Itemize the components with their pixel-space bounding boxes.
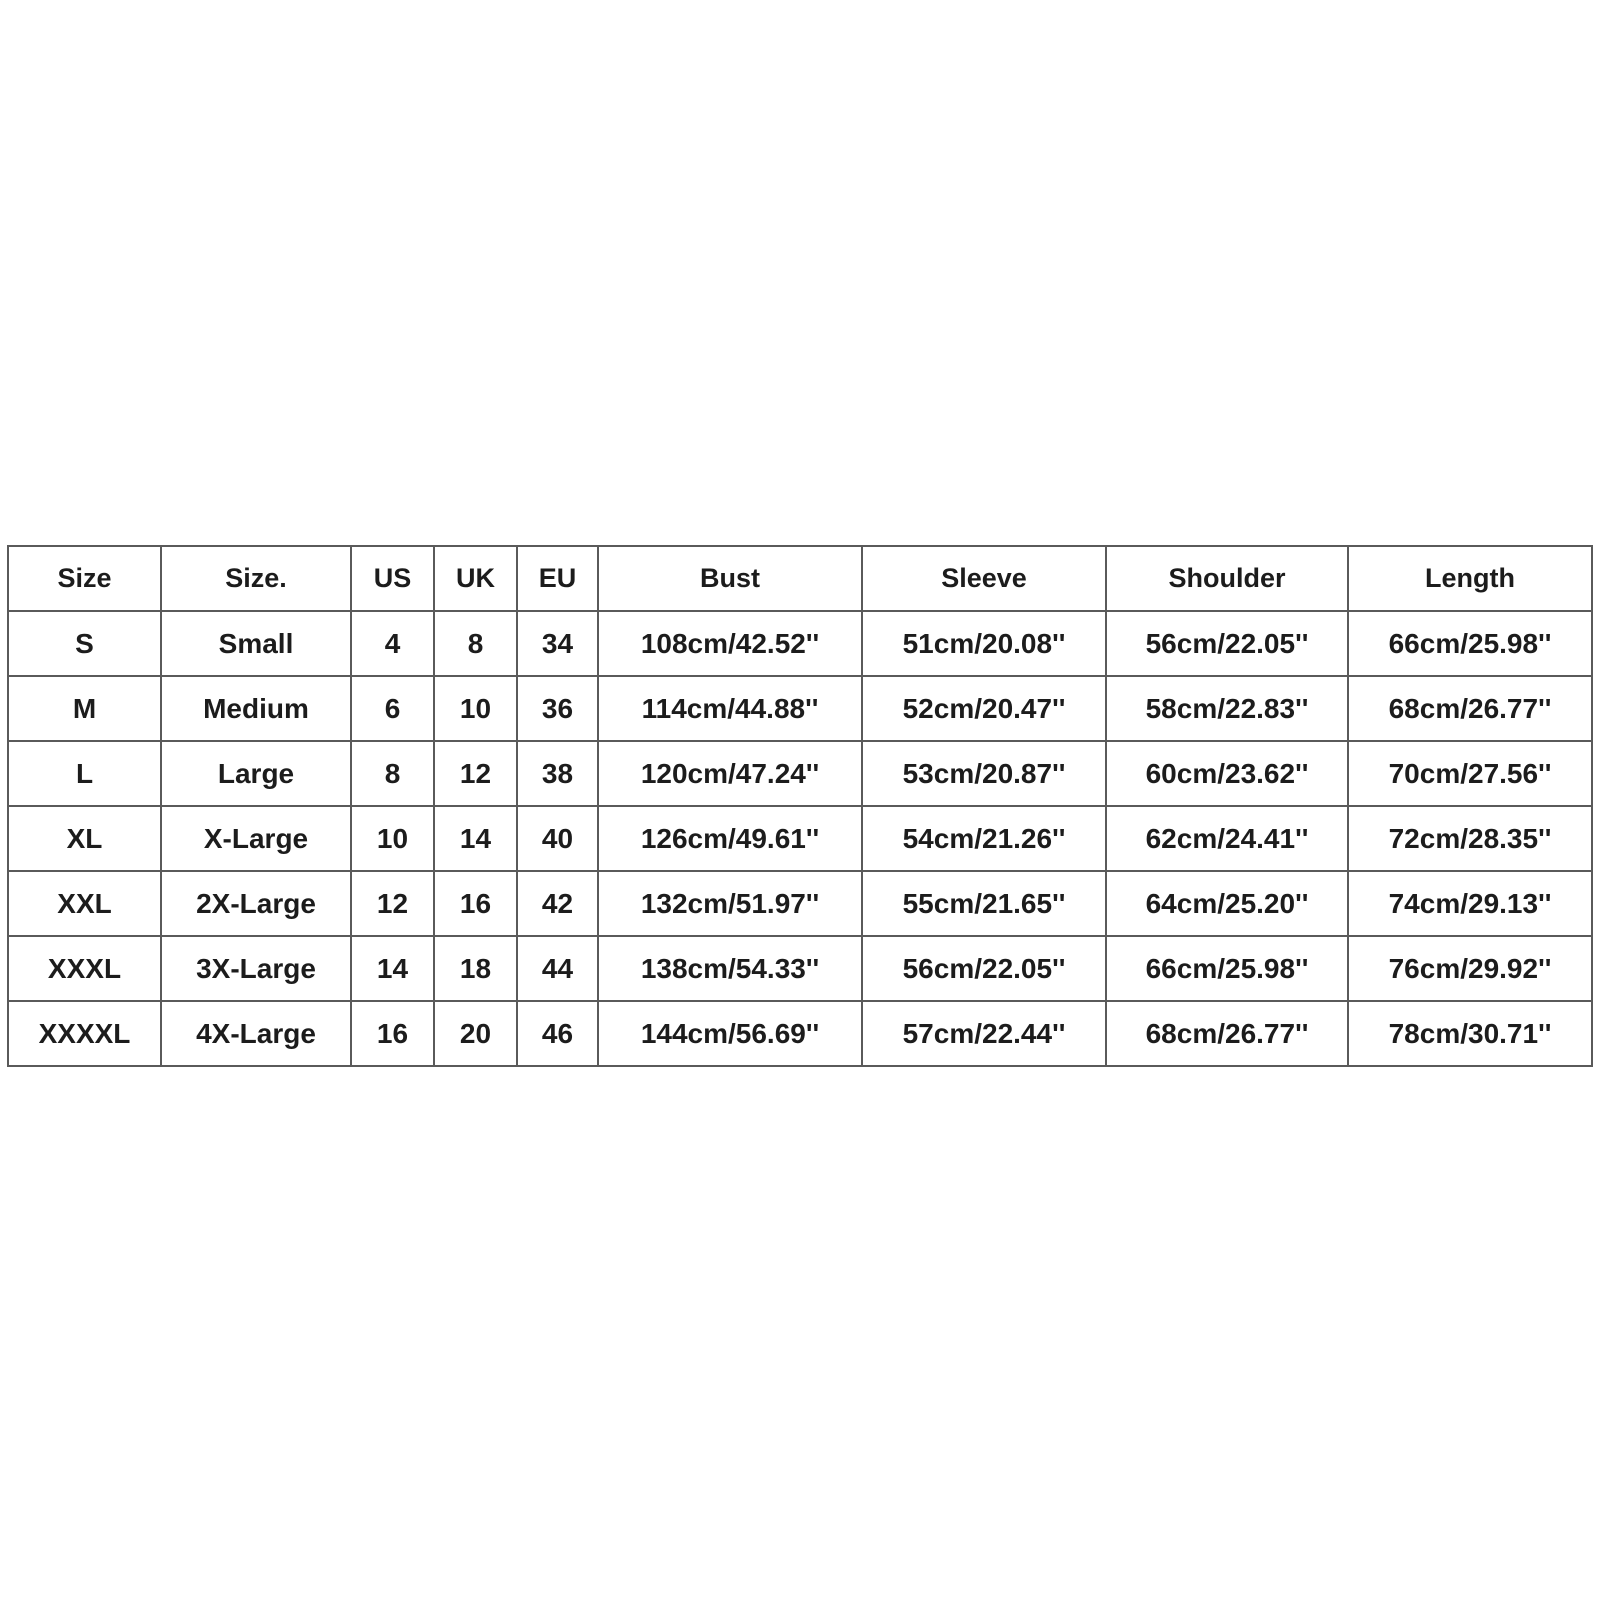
table-row [8, 806, 1592, 871]
cell-shoulder: 60cm/23.62'' [1106, 741, 1348, 806]
cell-uk: 14 [434, 806, 517, 871]
cell-size-name: Medium [161, 676, 351, 741]
header-eu: EU [517, 546, 598, 611]
cell-bust: 120cm/47.24'' [598, 741, 862, 806]
header-us: US [351, 546, 434, 611]
cell-us: 10 [351, 806, 434, 871]
cell-uk: 8 [434, 611, 517, 676]
cell-size: XXXL [8, 936, 161, 1001]
cell-size: L [8, 741, 161, 806]
cell-length: 66cm/25.98'' [1348, 611, 1592, 676]
cell-eu: 40 [517, 806, 598, 871]
cell-uk: 20 [434, 1001, 517, 1066]
cell-shoulder: 62cm/24.41'' [1106, 806, 1348, 871]
table-row [8, 611, 1592, 676]
cell-size-name: X-Large [161, 806, 351, 871]
cell-sleeve: 54cm/21.26'' [862, 806, 1106, 871]
cell-bust: 114cm/44.88'' [598, 676, 862, 741]
cell-size: XXL [8, 871, 161, 936]
cell-size-name: Large [161, 741, 351, 806]
cell-size: XL [8, 806, 161, 871]
cell-us: 4 [351, 611, 434, 676]
cell-sleeve: 56cm/22.05'' [862, 936, 1106, 1001]
cell-eu: 42 [517, 871, 598, 936]
header-size: Size [8, 546, 161, 611]
cell-size-name: 3X-Large [161, 936, 351, 1001]
cell-sleeve: 51cm/20.08'' [862, 611, 1106, 676]
table-row [8, 1001, 1592, 1066]
cell-bust: 138cm/54.33'' [598, 936, 862, 1001]
cell-eu: 34 [517, 611, 598, 676]
cell-shoulder: 66cm/25.98'' [1106, 936, 1348, 1001]
cell-bust: 132cm/51.97'' [598, 871, 862, 936]
cell-sleeve: 57cm/22.44'' [862, 1001, 1106, 1066]
cell-shoulder: 64cm/25.20'' [1106, 871, 1348, 936]
cell-length: 72cm/28.35'' [1348, 806, 1592, 871]
cell-us: 16 [351, 1001, 434, 1066]
cell-sleeve: 53cm/20.87'' [862, 741, 1106, 806]
cell-length: 70cm/27.56'' [1348, 741, 1592, 806]
cell-us: 8 [351, 741, 434, 806]
cell-sleeve: 55cm/21.65'' [862, 871, 1106, 936]
cell-size-name: 2X-Large [161, 871, 351, 936]
cell-size-name: Small [161, 611, 351, 676]
table-row [8, 936, 1592, 1001]
cell-length: 76cm/29.92'' [1348, 936, 1592, 1001]
cell-eu: 36 [517, 676, 598, 741]
cell-eu: 38 [517, 741, 598, 806]
cell-sleeve: 52cm/20.47'' [862, 676, 1106, 741]
cell-us: 14 [351, 936, 434, 1001]
cell-shoulder: 58cm/22.83'' [1106, 676, 1348, 741]
cell-size: XXXXL [8, 1001, 161, 1066]
header-bust: Bust [598, 546, 862, 611]
cell-size-name: 4X-Large [161, 1001, 351, 1066]
table-row [8, 741, 1592, 806]
cell-eu: 46 [517, 1001, 598, 1066]
cell-uk: 12 [434, 741, 517, 806]
header-uk: UK [434, 546, 517, 611]
header-row [8, 546, 1592, 611]
cell-length: 68cm/26.77'' [1348, 676, 1592, 741]
cell-shoulder: 68cm/26.77'' [1106, 1001, 1348, 1066]
cell-bust: 144cm/56.69'' [598, 1001, 862, 1066]
cell-size: S [8, 611, 161, 676]
cell-size: M [8, 676, 161, 741]
header-shoulder: Shoulder [1106, 546, 1348, 611]
table-header [8, 546, 1592, 611]
cell-uk: 16 [434, 871, 517, 936]
cell-bust: 126cm/49.61'' [598, 806, 862, 871]
header-length: Length [1348, 546, 1592, 611]
cell-length: 74cm/29.13'' [1348, 871, 1592, 936]
header-size-name: Size. [161, 546, 351, 611]
cell-uk: 10 [434, 676, 517, 741]
cell-uk: 18 [434, 936, 517, 1001]
cell-shoulder: 56cm/22.05'' [1106, 611, 1348, 676]
cell-length: 78cm/30.71'' [1348, 1001, 1592, 1066]
table-body [8, 611, 1592, 1066]
cell-bust: 108cm/42.52'' [598, 611, 862, 676]
cell-us: 12 [351, 871, 434, 936]
header-sleeve: Sleeve [862, 546, 1106, 611]
cell-eu: 44 [517, 936, 598, 1001]
cell-us: 6 [351, 676, 434, 741]
table-row [8, 871, 1592, 936]
table-row [8, 676, 1592, 741]
size-chart-table [7, 545, 1593, 1067]
